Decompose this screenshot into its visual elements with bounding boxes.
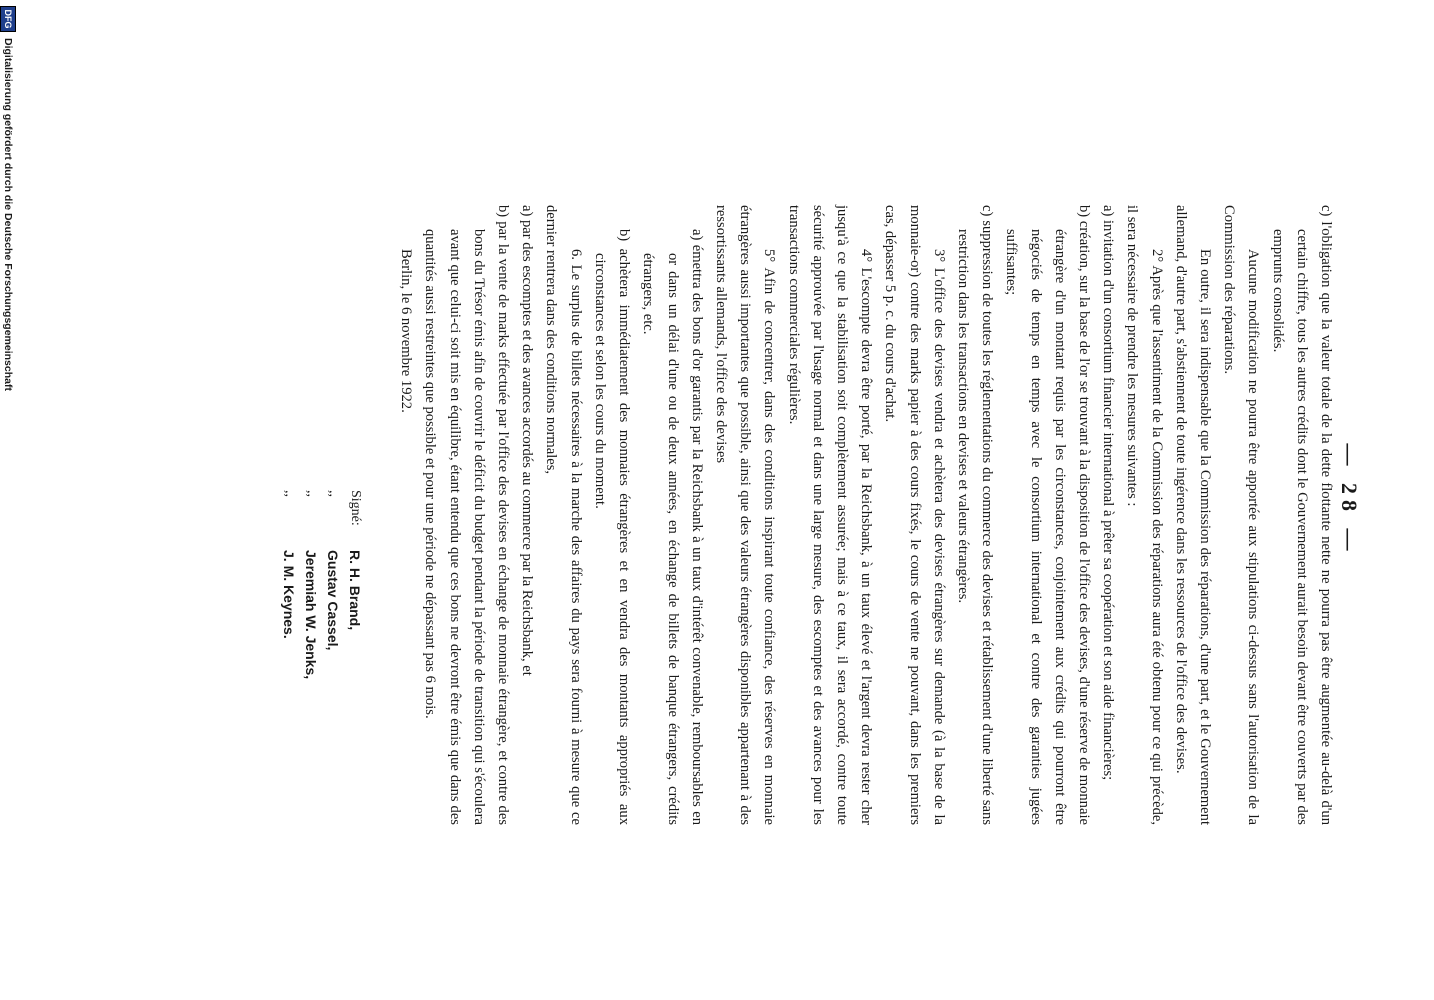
signatory-name: Gustav Cassel, — [325, 550, 342, 651]
signature-row — [278, 490, 300, 825]
digitization-credit-text: Digitalisierung gefördert durch die Deutsche Forschungsgemeinschaft — [2, 38, 15, 391]
paragraph: b) achètera immédiatement des monnaies étrangères et en vendra des montants appropriés aux circonstances et selon les cours du moment. — [591, 229, 633, 825]
paragraph: a) émettra des bons d'or garantis par la Reichsbank à un taux d'intérêt convenable, remboursables en or dans un délai d'une ou de deux années, en échange de billets de banque étrangers, crédits étrangers, etc. — [640, 229, 705, 825]
signatory-name: Jeremiah W. Jenks, — [303, 550, 320, 680]
paragraph: 2° Après que l'assentiment de la Commission des réparations aura été obtenu pour ce qui précède, il sera nécessaire de prendre les mesures suivantes : — [1124, 205, 1165, 825]
dfg-logo: DFG — [1, 6, 17, 32]
signature-block — [278, 490, 366, 825]
ditto-mark: ,, — [304, 490, 320, 497]
ditto-mark: ,, — [326, 490, 342, 497]
paragraph: En outre, il sera indispensable que la Commission des réparations, d'une part, et le Gouvernement allemand, d'autre part, s'abstiennent de toute ingérence dans les ressources de l'office des devises. — [1172, 205, 1213, 825]
document-body — [278, 205, 1338, 825]
paragraph: a) par des escomptes et des avances accordés au commerce par la Reichsbank, et — [519, 205, 536, 676]
paragraph: 6. Le surplus de billets nécessaires à la marche des affaires du pays sera fourni à mesure que ce dernier rentrera dans des conditions normales, — [543, 205, 584, 825]
ditto-mark: ,, — [282, 490, 298, 497]
paragraph: c) suppression de toutes les réglementations du commerce des devises et rétablissement d'une liberté sans restriction dans les transactions en devises et valeurs étrangères. — [954, 205, 996, 825]
paragraph: a) invitation d'un consortium financier international à prêter sa coopération et son aide financières; — [1100, 205, 1117, 781]
paragraph: 5° Afin de concentrer, dans des conditions inspirant toute confiance, des réserves en monnaie étrangères aussi importantes que possible, ainsi que des valeurs étrangères disponibles appartenant à des ressortissants allemands, l'office des devises — [712, 205, 778, 825]
date-line: Berlin, le 6 novembre 1922. — [398, 249, 415, 413]
signatory-name: J. M. Keynes. — [281, 550, 298, 639]
signature-row — [344, 490, 366, 825]
signature-row — [322, 490, 344, 825]
digitization-credit — [0, 0, 17, 1000]
signatory-name: R. H. Brand, — [347, 550, 364, 631]
paragraph: b) création, sur la base de l'or se trouvant à la disposition de l'office des devises, d'une réserve de monnaie étrangère d'un montant requis par les circonstances, conjointement aux crédits qui pourront être négociés de temps en temps avec le consortium international et contre des garanties jugées suffisantes; — [1003, 205, 1092, 825]
paragraph: c) l'obligation que la valeur totale de la dette flottante nette ne pourra pas être augmentée au-delà d'un certain chiffre, tous les autres crédits dont le Gouvernement aurait besoin devant être couverts par des emprunts consolidés. — [1269, 205, 1334, 825]
signature-prefix: Signé: — [348, 490, 364, 526]
paragraph: Aucune modification ne pourra être apportée aux stipulations ci-dessus sans l'autorisation de la Commission des réparations. — [1221, 205, 1262, 825]
paragraph: b) par la vente de marks effectuée par l'office des devises en échange de monnaie étrangère, et contre des bons du Trésor émis afin de couvrir le déficit du budget pendant la période de transition qui s'écoulera avant que celui-ci soit mis en équilibre, étant entendu que ces bons ne devront être émis que dans des quantités aussi restreintes que possible et pour une période ne dépassant pas 6 mois. — [422, 205, 512, 825]
paragraph: 3° L'office des devises vendra et achètera des devises étrangères sur demande (à la base de la monnaie-or) contre des marks papier à des cours fixés, le cours de vente ne pouvant, dans les premiers cas, dépasser 5 p. c. du cours d'achat. — [882, 205, 947, 825]
paragraph: 4° L'escompte devra être porté, par la Reichsbank, à un taux élevé et l'argent devra rester cher jusqu'à ce que la stabilisation soit complètement assurée; mais à ce taux, il sera accordé, contre toute sécurité approuvée par l'usage normal et dans une large mesure, des escomptes et des avances pour les transactions commerciales régulières. — [785, 205, 875, 825]
page-number: — 28 — — [1337, 443, 1362, 557]
signature-row — [300, 490, 322, 825]
